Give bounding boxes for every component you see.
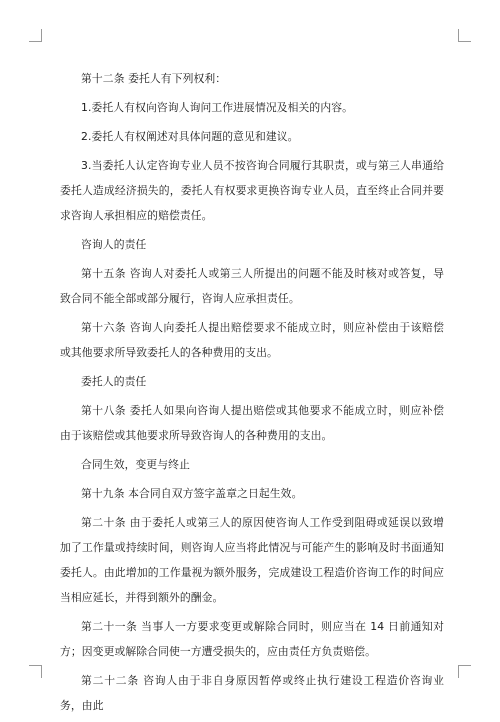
clause-12-item-2: 2.委托人有权阐述对具体问题的意见和建议。	[81, 130, 299, 143]
clause-22: 第二十二条 咨询人由于非自身原因暂停或终止执行建设工程造价咨询业务，由此	[60, 674, 444, 712]
clause-12-item-3: 3.当委托人认定咨询专业人员不按咨询合同履行其职责，或与第三人串通给委托人造成经济损失的，委托人有权要求更换咨询专业人员，直至终止合同并要求咨询人承担相应的赔偿责任。	[60, 159, 444, 222]
clause-21: 第二十一条 当事人一方要求变更或解除合同时，则应当在 14 日前通知对方；因变更或解除合同使一方遭受损失的，应由责任方负责赔偿。	[60, 620, 444, 658]
clause-15: 第十五条 咨询人对委托人或第三人所提出的问题不能及时核对或答复，导致合同不能全部或部分履行，咨询人应承担责任。	[60, 267, 444, 305]
clause-18: 第十八条 委托人如果向咨询人提出赔偿或其他要求不能成立时，则应补偿由于该赔偿或其他要求所导致咨询人的各种费用的支出。	[60, 404, 444, 442]
crop-mark-top-right	[458, 29, 471, 42]
section-heading-client-liability: 委托人的责任	[81, 375, 147, 388]
clause-12-item-1: 1.委托人有权向咨询人询问工作进展情况及相关的内容。	[81, 101, 354, 114]
crop-mark-bottom-right	[458, 665, 471, 678]
clause-19: 第十九条 本合同自双方签字盖章之日起生效。	[81, 487, 303, 500]
clause-12-heading: 第十二条 委托人有下列权利：	[81, 72, 227, 85]
crop-mark-bottom-left	[29, 665, 42, 678]
crop-mark-top-left	[29, 29, 42, 42]
section-heading-effect-change-termination: 合同生效，变更与终止	[81, 458, 190, 471]
clause-16: 第十六条 咨询人向委托人提出赔偿要求不能成立时，则应补偿由于该赔偿或其他要求所导致委托人的各种费用的支出。	[60, 321, 444, 359]
section-heading-consultant-liability: 咨询人的责任	[81, 238, 147, 251]
clause-20: 第二十条 由于委托人或第三人的原因使咨询人工作受到阻碍或延误以致增加了工作量或持续时间，则咨询人应当将此情况与可能产生的影响及时书面通知委托人。由此增加的工作量视为额外服务，完成建设工程造价咨询工作的时间应当相应延长，并得到额外的酬金。	[60, 516, 444, 604]
document-body	[60, 66, 444, 722]
